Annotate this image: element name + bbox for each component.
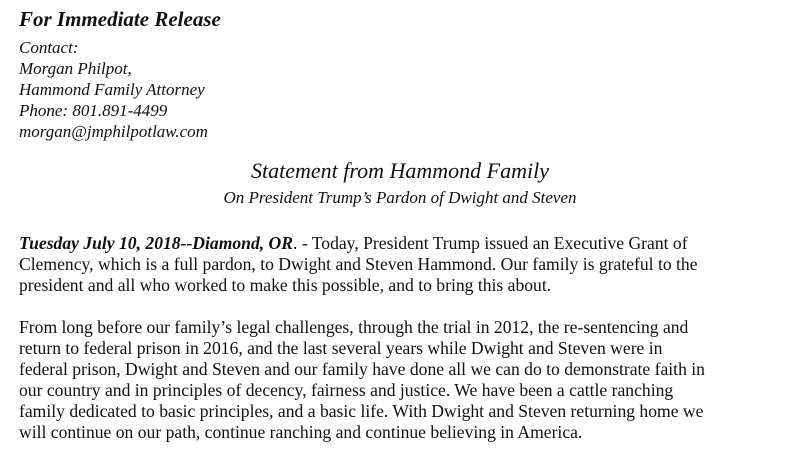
paragraph-2-line: will continue on our path, continue ranching and continue believing in America. (19, 422, 583, 442)
paragraph-2 (19, 317, 789, 443)
contact-role: Hammond Family Attorney (19, 80, 205, 99)
paragraph-1-line-3: president and all who worked to make this possible, and to bring this about. (19, 275, 552, 295)
statement-subtitle: On President Trump’s Pardon of Dwight and Steven (223, 188, 577, 207)
paragraph-1 (19, 233, 789, 296)
paragraph-2-line: family dedicated to basic principles, and a basic life. With Dwight and Steven returning home we (19, 401, 704, 421)
contact-email: morgan@jmphilpotlaw.com (19, 122, 208, 141)
statement-title: Statement from Hammond Family (251, 158, 549, 183)
contact-name: Morgan Philpot, (19, 59, 132, 78)
release-heading: For Immediate Release (19, 7, 221, 31)
contact-block (19, 37, 208, 142)
paragraph-2-line: return to federal prison in 2016, and the last several years while Dwight and Steven were in (19, 338, 663, 358)
paragraph-1-line-1-text: . - Today, President Trump issued an Executive Grant of (293, 233, 688, 253)
paragraph-2-line: federal prison, Dwight and Steven and our family have done all we can do to demonstrate faith in (19, 359, 705, 379)
paragraph-1-line-1 (19, 233, 789, 254)
paragraph-2-line: From long before our family’s legal challenges, through the trial in 2012, the re-sentencing and (19, 317, 689, 337)
dateline: Tuesday July 10, 2018--Diamond, OR (19, 233, 294, 253)
paragraph-1-line-2: Clemency, which is a full pardon, to Dwight and Steven Hammond. Our family is grateful to the (19, 254, 698, 274)
contact-phone: Phone: 801.891-4499 (19, 101, 168, 120)
paragraph-2-line: our country and in principles of decency, fairness and justice. We have been a cattle ranching (19, 380, 674, 400)
contact-label: Contact: (19, 38, 79, 57)
